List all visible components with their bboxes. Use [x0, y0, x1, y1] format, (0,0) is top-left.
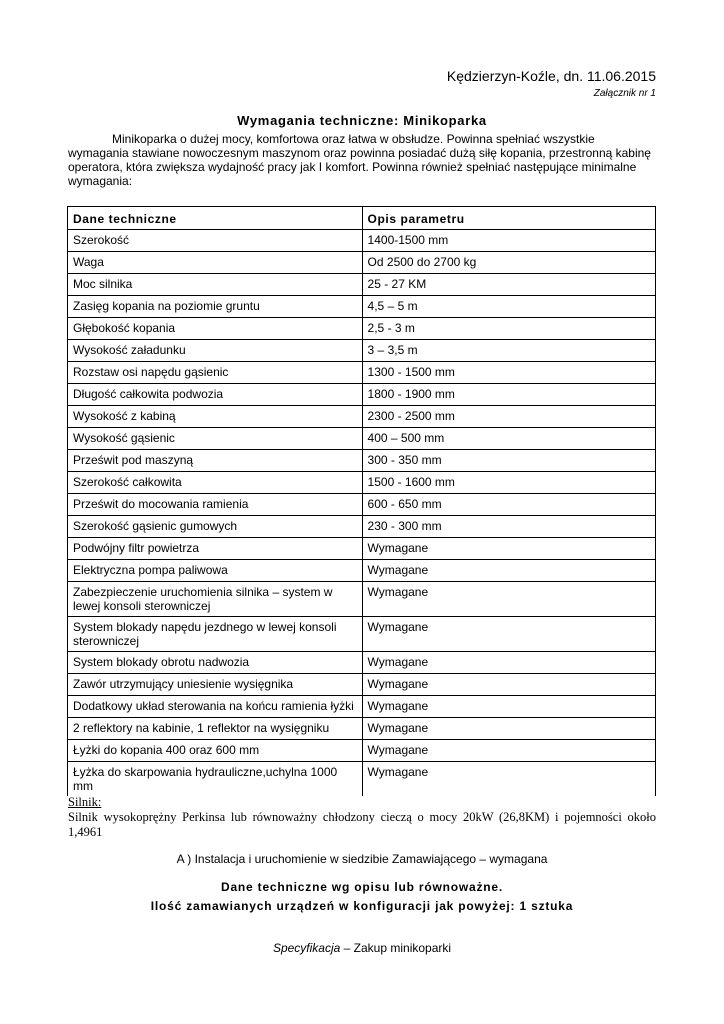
specification-footer	[0, 941, 724, 955]
row-label: Zawór utrzymujący uniesienie wysięgnika	[68, 674, 363, 696]
table-row	[68, 560, 656, 582]
row-label: Zasięg kopania na poziomie gruntu	[68, 296, 363, 318]
row-label: Łyżka do skarpowania hydrauliczne,uchylna 1000 mm	[68, 762, 363, 797]
row-value: 1300 - 1500 mm	[362, 362, 655, 384]
row-label: Zabezpieczenie uruchomienia silnika – system w lewej konsoli sterowniczej	[68, 582, 363, 617]
row-value: 4,5 – 5 m	[362, 296, 655, 318]
row-label: Łyżki do kopania 400 oraz 600 mm	[68, 740, 363, 762]
engine-section	[68, 795, 656, 840]
row-value: 2300 - 2500 mm	[362, 406, 655, 428]
row-value: 25 - 27 KM	[362, 274, 655, 296]
row-label: Długość całkowita podwozia	[68, 384, 363, 406]
row-label: Głębokość kopania	[68, 318, 363, 340]
row-label: System blokady obrotu nadwozia	[68, 652, 363, 674]
table-row	[68, 340, 656, 362]
row-value: Wymagane	[362, 674, 655, 696]
row-label: 2 reflektory na kabinie, 1 reflektor na wysięgniku	[68, 718, 363, 740]
table-row	[68, 406, 656, 428]
row-label: Szerokość całkowita	[68, 472, 363, 494]
row-label: Moc silnika	[68, 274, 363, 296]
table-row	[68, 718, 656, 740]
row-label: Szerokość gąsienic gumowych	[68, 516, 363, 538]
table-row	[68, 230, 656, 252]
engine-description: Silnik wysokoprężny Perkinsa lub równoważny chłodzony cieczą o mocy 20kW (26,8KM) i pojemności około 1,4961	[68, 810, 656, 839]
table-row	[68, 274, 656, 296]
row-value: Wymagane	[362, 740, 655, 762]
table-row	[68, 538, 656, 560]
table-row	[68, 384, 656, 406]
row-label: Szerokość	[68, 230, 363, 252]
equivalence-statement: Dane techniczne wg opisu lub równoważne.	[220, 880, 504, 894]
row-label: Elektryczna pompa paliwowa	[68, 560, 363, 582]
table-row	[68, 296, 656, 318]
row-value: Wymagane	[362, 762, 655, 797]
row-value: 230 - 300 mm	[362, 516, 655, 538]
table-header-row	[68, 207, 656, 230]
row-value: 1500 - 1600 mm	[362, 472, 655, 494]
row-value: Wymagane	[362, 718, 655, 740]
row-value: 2,5 - 3 m	[362, 318, 655, 340]
row-label: Prześwit pod maszyną	[68, 450, 363, 472]
column-header-technical-data: Dane techniczne	[68, 207, 363, 230]
row-value: Wymagane	[362, 560, 655, 582]
row-value: 300 - 350 mm	[362, 450, 655, 472]
row-value: Od 2500 do 2700 kg	[362, 252, 655, 274]
row-label: System blokady napędu jezdnego w lewej konsoli sterowniczej	[68, 617, 363, 652]
row-label: Podwójny filtr powietrza	[68, 538, 363, 560]
specification-subject: – Zakup minikoparki	[340, 941, 452, 955]
row-value: 3 – 3,5 m	[362, 340, 655, 362]
table-row	[68, 674, 656, 696]
row-value: 400 – 500 mm	[362, 428, 655, 450]
table-row	[68, 516, 656, 538]
table-row	[68, 617, 656, 652]
table-row	[68, 494, 656, 516]
quantity-statement: Ilość zamawianych urządzeń w konfiguracji jak powyżej: 1 sztuka	[150, 899, 574, 913]
table-row	[68, 318, 656, 340]
table-row	[68, 472, 656, 494]
table-row	[68, 450, 656, 472]
row-value: Wymagane	[362, 617, 655, 652]
column-header-parameter-description: Opis parametru	[362, 207, 655, 230]
row-label: Dodatkowy układ sterowania na końcu ramienia łyżki	[68, 696, 363, 718]
row-label: Wysokość załadunku	[68, 340, 363, 362]
attachment-label: Załącznik nr 1	[593, 88, 656, 99]
specification-label: Specyfikacja	[272, 941, 341, 955]
row-value: 1800 - 1900 mm	[362, 384, 655, 406]
row-label: Prześwit do mocowania ramienia	[68, 494, 363, 516]
document-title: Wymagania techniczne: Minikoparka	[237, 113, 487, 128]
row-label: Wysokość gąsienic	[68, 428, 363, 450]
row-value: Wymagane	[362, 582, 655, 617]
row-label: Waga	[68, 252, 363, 274]
row-value: 600 - 650 mm	[362, 494, 655, 516]
table-row	[68, 252, 656, 274]
engine-heading: Silnik:	[68, 795, 102, 809]
table-row	[68, 740, 656, 762]
table-row	[68, 582, 656, 617]
row-value: Wymagane	[362, 652, 655, 674]
row-value: Wymagane	[362, 696, 655, 718]
row-label: Rozstaw osi napędu gąsienic	[68, 362, 363, 384]
row-value: 1400-1500 mm	[362, 230, 655, 252]
table-row	[68, 696, 656, 718]
table-row	[68, 762, 656, 797]
place-date: Kędzierzyn-Koźle, dn. 11.06.2015	[446, 68, 656, 84]
intro-paragraph: Minikoparka o dużej mocy, komfortowa oraz łatwa w obsłudze. Powinna spełniać wszystkie wymagania stawiane nowoczesnym maszynom oraz powinna posiadać dużą siłę kopania, przestronną kabinę operatora, która zwiększa wydajność pracy jak I komfort. Powinna również spełniać następujące minimalne wymagania:	[68, 132, 651, 188]
row-value: Wymagane	[362, 538, 655, 560]
specs-table	[67, 206, 656, 796]
table-row	[68, 428, 656, 450]
table-row	[68, 652, 656, 674]
table-row	[68, 362, 656, 384]
installation-requirement: A ) Instalacja i uruchomienie w siedzibie Zamawiającego – wymagana	[176, 852, 548, 866]
row-label: Wysokość z kabiną	[68, 406, 363, 428]
